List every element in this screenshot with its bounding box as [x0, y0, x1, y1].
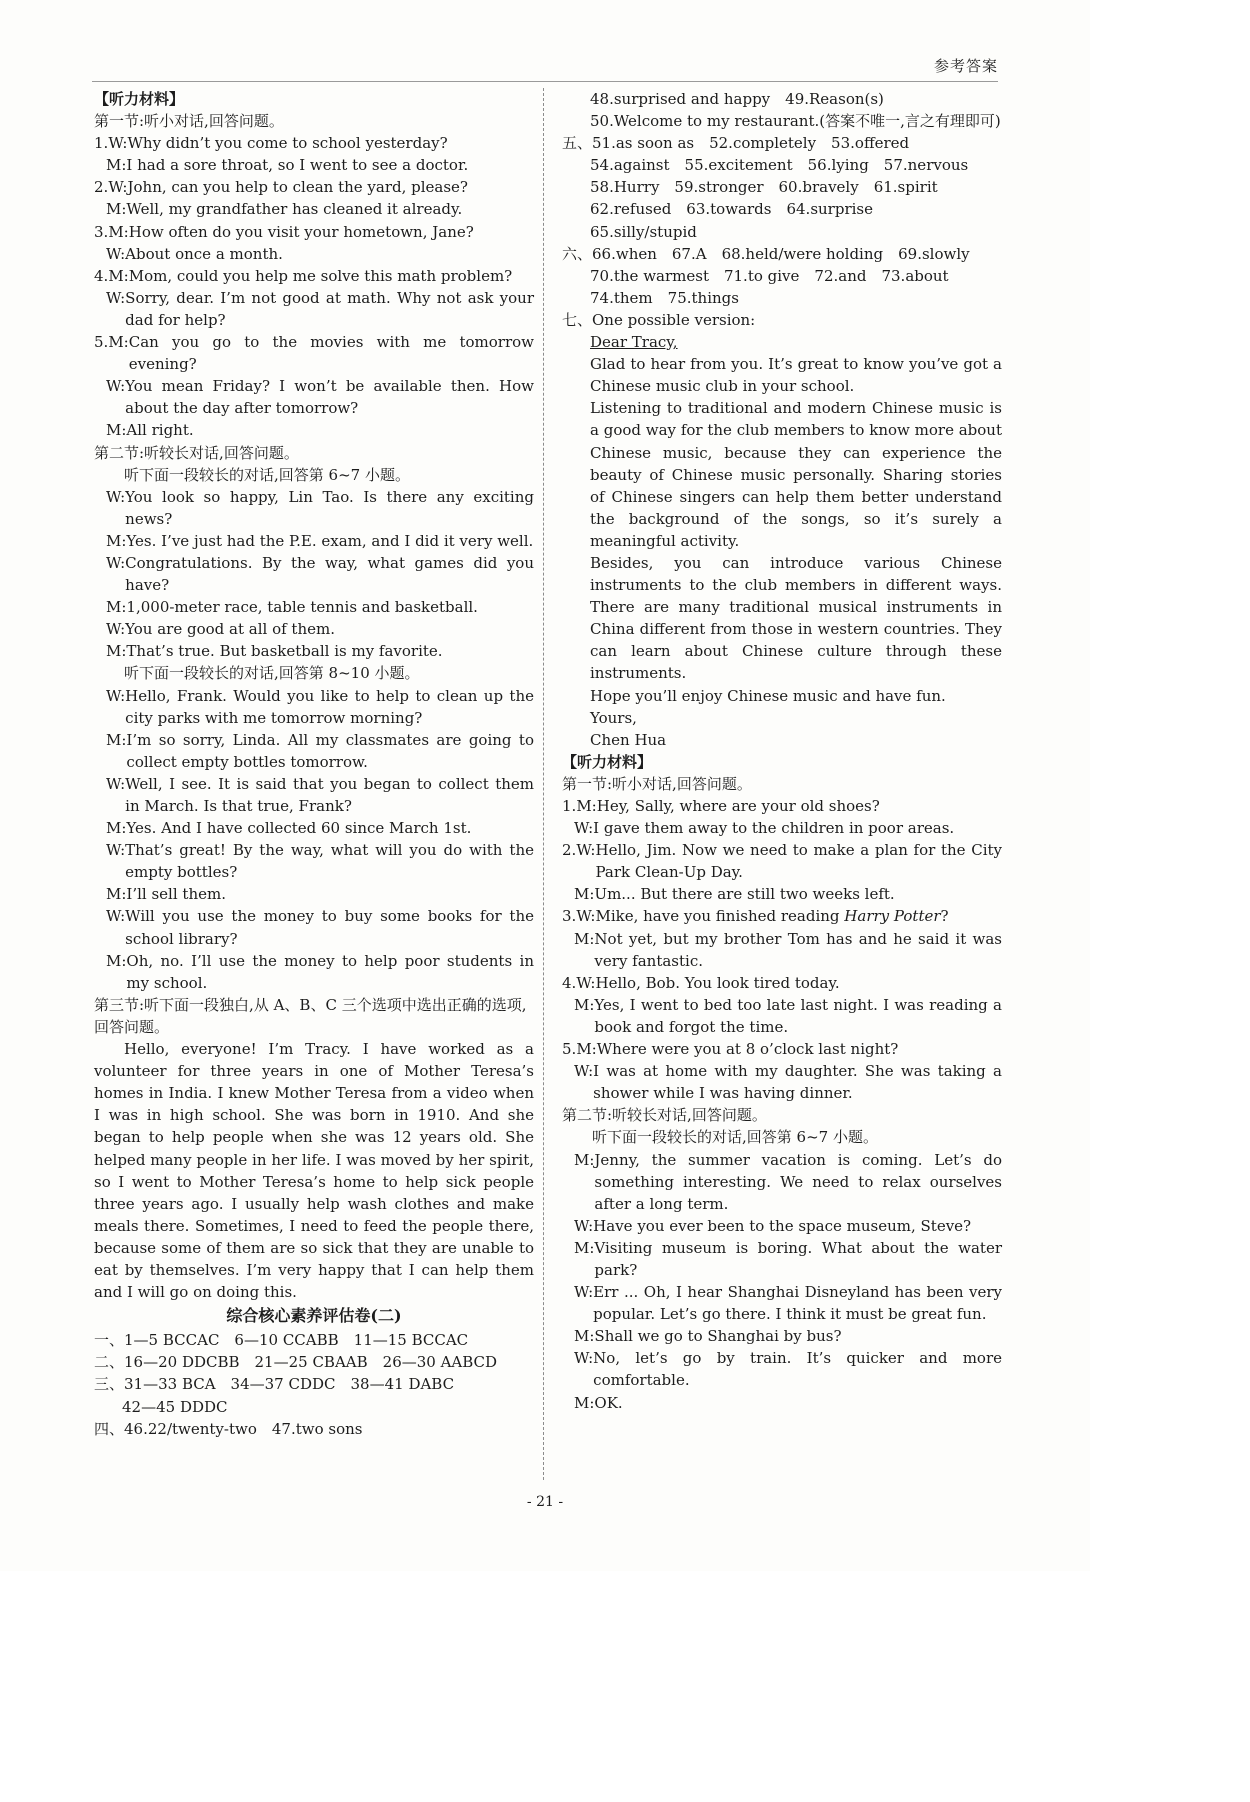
dialogue-text: Hey, Sally, where are your old shoes?: [596, 797, 880, 815]
dialogue-text: Um... But there are still two weeks left.: [594, 885, 895, 904]
speaker-label: M:: [576, 797, 597, 815]
answer-line: 50.Welcome to my restaurant.(答案不唯一,言之有理即可): [590, 112, 1001, 131]
dialogue-text: OK.: [594, 1393, 623, 1412]
answer-line: 54.against 55.excitement 56.lying 57.nervous: [590, 156, 969, 175]
dialogue-line: [94, 685, 534, 729]
speaker-label: M:: [574, 1238, 595, 1257]
header-rule: [92, 81, 998, 82]
line-number: [94, 552, 106, 596]
answer-line: 四、46.22/twenty-two 47.two sons: [94, 1419, 363, 1438]
speaker-label: W:: [106, 244, 126, 263]
line-number: [94, 287, 106, 331]
dialogue-text: You mean Friday? I won’t be available then. How about the day after tomorrow?: [125, 377, 534, 418]
speaker-label: W:: [108, 178, 128, 197]
dialogue-text: You are good at all of them.: [125, 620, 335, 639]
dialogue-text: Why didn’t you come to school yesterday?: [127, 134, 448, 153]
speaker-label: W:: [106, 620, 126, 639]
dialogue-line: [94, 883, 534, 905]
dialogue-line: [562, 1149, 1002, 1215]
dialogue-text: Shall we go to Shanghai by bus?: [594, 1327, 842, 1346]
essay-paragraph: Chen Hua: [590, 730, 667, 749]
speaker-label: M:: [576, 1040, 597, 1059]
speaker-label: M:: [574, 1393, 595, 1412]
line-number: [562, 1347, 574, 1391]
speaker-label: M:: [106, 885, 127, 904]
answer-line: 五、51.as soon as 52.completely 53.offered: [562, 134, 910, 153]
speaker-label: M:: [106, 598, 127, 617]
line-number: [94, 685, 106, 729]
line-number: 1.: [562, 797, 577, 815]
dialogue-line: [94, 375, 534, 419]
dialogue-line: [562, 905, 1002, 927]
speaker-label: W:: [576, 973, 596, 992]
dialogue-text: Visiting museum is boring. What about the water park?: [594, 1238, 1002, 1279]
right-column: [562, 88, 1002, 1414]
line-number: [94, 198, 106, 220]
line-number: [94, 618, 106, 640]
line-number: [94, 773, 106, 817]
salutation-text: Dear Tracy,: [590, 333, 678, 352]
speaker-label: M:: [574, 929, 595, 948]
dialogue-line: [94, 331, 534, 375]
dialogue-line: [94, 486, 534, 530]
line-number: 3.: [94, 222, 109, 241]
dialogue-text: Sorry, dear. I’m not good at math. Why not ask your dad for help?: [125, 288, 534, 329]
speaker-label: W:: [106, 686, 126, 705]
dialogue-text: Well, my grandfather has cleaned it already.: [126, 200, 463, 219]
section-title: 【听力材料】: [562, 752, 653, 771]
dialogue-text: Hello, Frank. Would you like to help to clean up the city parks with me tomorrow morning?: [125, 686, 534, 727]
dialogue-line: [94, 839, 534, 883]
line-number: [94, 530, 106, 552]
speaker-label: M:: [574, 885, 595, 904]
dialogue-line: [94, 552, 534, 596]
line-number: [562, 1392, 574, 1414]
essay-paragraph: Yours,: [590, 708, 637, 727]
dialogue-text: I’ll sell them.: [126, 885, 226, 904]
dialogue-text: Oh, no. I’ll use the money to help poor students in my school.: [126, 951, 534, 992]
exam-heading: 综合核心素养评估卷(二): [226, 1306, 402, 1326]
answer-line: 二、16—20 DDCBB 21—25 CBAAB 26—30 AABCD: [94, 1353, 498, 1372]
sub-instruction: 听下面一段较长的对话,回答第 6~7 小题。: [592, 1128, 878, 1147]
speaker-label: W:: [106, 907, 126, 926]
section-heading: 第二节:听较长对话,回答问题。: [562, 1106, 767, 1125]
dialogue-line: [562, 1060, 1002, 1104]
speaker-label: W:: [108, 134, 128, 153]
left-column: [94, 88, 534, 1440]
essay-paragraph: Listening to traditional and modern Chinese music is a good way for the club members to know more about Chinese music, because they can experience the beauty of Chinese music personally. Sharing stories of Chinese singers can help them better understand the background of the songs, so it’s surely a meaningful activity.: [590, 399, 1002, 550]
speaker-label: W:: [576, 841, 596, 860]
dialogue-text: Will you use the money to buy some books for the school library?: [125, 907, 534, 948]
line-number: [94, 596, 106, 618]
speaker-label: M:: [106, 951, 127, 970]
speaker-label: W:: [106, 288, 126, 307]
section-heading: 第三节:听下面一段独白,从 A、B、C 三个选项中选出正确的选项,回答问题。: [94, 995, 527, 1036]
dialogue-line: [94, 950, 534, 994]
dialogue-text: All right.: [126, 421, 194, 440]
column-divider: [543, 88, 544, 1480]
speaker-label: W:: [106, 377, 126, 396]
line-number: 5.: [94, 333, 109, 352]
dialogue-line: [562, 972, 1002, 994]
line-number: [562, 994, 574, 1038]
answer-line: 48.surprised and happy 49.Reason(s): [590, 90, 884, 108]
dialogue-text: Mike, have you finished reading Harry Potter?: [595, 907, 949, 926]
speaker-label: M:: [106, 156, 127, 175]
speaker-label: M:: [106, 730, 127, 749]
dialogue-line: [94, 243, 534, 265]
section-heading: 第一节:听小对话,回答问题。: [562, 774, 752, 793]
speaker-label: M:: [574, 1327, 595, 1346]
section-title: 【听力材料】: [94, 90, 185, 108]
dialogue-text: Yes, I went to bed too late last night. I was reading a book and forgot the time.: [594, 995, 1002, 1036]
line-number: 4.: [562, 973, 577, 992]
answer-line: 三、31—33 BCA 34—37 CDDC 38—41 DABC: [94, 1375, 455, 1394]
line-number: [94, 817, 106, 839]
line-number: [94, 419, 106, 441]
speaker-label: M:: [106, 531, 127, 550]
dialogue-text: Hello, Jim. Now we need to make a plan for the City Park Clean-Up Day.: [595, 841, 1002, 882]
essay-paragraph: Besides, you can introduce various Chinese instruments to the club members in different ways. There are many traditional musical instruments in China different from those in western countries. They can learn about Chinese culture through these instruments.: [590, 553, 1002, 683]
answer-line: 一、1—5 BCCAC 6—10 CCABB 11—15 BCCAC: [94, 1331, 469, 1350]
line-number: [562, 1325, 574, 1347]
line-number: [94, 839, 106, 883]
dialogue-text: Well, I see. It is said that you began to collect them in March. Is that true, Frank?: [125, 774, 534, 815]
essay-paragraph: Hope you’ll enjoy Chinese music and have fun.: [590, 686, 946, 705]
dialogue-text: Err ... Oh, I hear Shanghai Disneyland has been very popular. Let’s go there. I think it must be great fun.: [593, 1283, 1002, 1324]
dialogue-line: [94, 154, 534, 176]
line-number: 3.: [562, 907, 577, 926]
speaker-label: M:: [574, 1150, 595, 1169]
dialogue-line: [562, 1392, 1002, 1414]
dialogue-text: How often do you visit your hometown, Jane?: [128, 222, 474, 241]
speaker-label: M:: [106, 421, 127, 440]
dialogue-line: [94, 905, 534, 949]
speaker-label: M:: [108, 222, 129, 241]
line-number: 2.: [562, 841, 577, 860]
dialogue-text: Where were you at 8 o’clock last night?: [596, 1040, 899, 1059]
dialogue-text: 1,000-meter race, table tennis and basketball.: [126, 598, 478, 617]
line-number: 4.: [94, 266, 109, 285]
dialogue-text: I’m so sorry, Linda. All my classmates are going to collect empty bottles tomorrow.: [126, 730, 534, 771]
dialogue-text: That’s true. But basketball is my favorite.: [126, 642, 443, 661]
dialogue-text: Yes. I’ve just had the P.E. exam, and I did it very well.: [126, 531, 534, 550]
page-header: 参考答案: [933, 57, 998, 75]
dialogue-text: Mom, could you help me solve this math problem?: [128, 266, 513, 285]
line-number: [94, 486, 106, 530]
dialogue-line: [562, 839, 1002, 883]
dialogue-text: Hello, Bob. You look tired today.: [595, 973, 840, 992]
dialogue-line: [562, 817, 1002, 839]
dialogue-text: Not yet, but my brother Tom has and he said it was very fantastic.: [594, 929, 1002, 970]
dialogue-line: [562, 1038, 1002, 1060]
speaker-label: W:: [106, 841, 126, 860]
speaker-label: W:: [574, 1349, 594, 1368]
section-heading: 第一节:听小对话,回答问题。: [94, 112, 284, 131]
dialogue-line: [94, 265, 534, 287]
speaker-label: W:: [574, 1062, 594, 1081]
line-number: [562, 1060, 574, 1104]
speaker-label: W:: [574, 1216, 594, 1235]
answer-line: 65.silly/stupid: [590, 222, 697, 241]
answer-line: 58.Hurry 59.stronger 60.bravely 61.spirit: [590, 178, 938, 197]
line-number: [94, 375, 106, 419]
line-number: [94, 729, 106, 773]
dialogue-text: About once a month.: [125, 244, 283, 263]
line-number: [94, 883, 106, 905]
dialogue-line: [94, 530, 534, 552]
answer-line: 42—45 DDDC: [122, 1397, 228, 1416]
line-number: 5.: [562, 1040, 577, 1059]
dialogue-line: [562, 994, 1002, 1038]
dialogue-line: [94, 817, 534, 839]
dialogue-text: Yes. And I have collected 60 since March 1st.: [126, 819, 472, 838]
dialogue-line: [94, 198, 534, 220]
dialogue-line: [562, 1215, 1002, 1237]
line-number: [562, 883, 574, 905]
dialogue-line: [562, 1281, 1002, 1325]
dialogue-text: I had a sore throat, so I went to see a doctor.: [126, 156, 469, 175]
dialogue-text: Can you go to the movies with me tomorrow evening?: [128, 333, 534, 374]
speaker-label: W:: [106, 553, 126, 572]
speaker-label: M:: [574, 995, 595, 1014]
book-title: Harry Potter: [844, 907, 941, 926]
line-number: [94, 640, 106, 662]
answer-line: 70.the warmest 71.to give 72.and 73.about: [590, 266, 949, 285]
speaker-label: W:: [576, 907, 596, 926]
speaker-label: M:: [108, 266, 129, 285]
speaker-label: M:: [106, 819, 127, 838]
dialogue-line: [94, 132, 534, 154]
line-number: [562, 1215, 574, 1237]
dialogue-line: [562, 1237, 1002, 1281]
monologue-paragraph: Hello, everyone! I’m Tracy. I have worked as a volunteer for three years in one of Mother Teresa’s homes in India. I knew Mother Teresa from a video when I was in high school. She was born in 1910. And she began to help people when she was 12 years old. She helped many people in her life. I was moved by her spirit, so I went to Mother Teresa’s home to help sick people three years ago. I usually help wash clothes and make meals there. Sometimes, I need to feed the people there, because some of them are so sick that they are unable to eat by themselves. I’m very happy that I can help them and I will go on doing this.: [94, 1040, 534, 1302]
essay-salutation: [562, 331, 1002, 353]
dialogue-line: [94, 596, 534, 618]
speaker-label: W:: [574, 819, 594, 838]
line-number: [562, 1237, 574, 1281]
sub-instruction: 听下面一段较长的对话,回答第 8~10 小题。: [124, 664, 420, 683]
sub-instruction: 听下面一段较长的对话,回答第 6~7 小题。: [124, 465, 410, 484]
dialogue-line: [94, 640, 534, 662]
dialogue-text: That’s great! By the way, what will you do with the empty bottles?: [125, 841, 534, 882]
dialogue-text: No, let’s go by train. It’s quicker and more comfortable.: [593, 1349, 1002, 1390]
line-number: [94, 950, 106, 994]
speaker-label: W:: [106, 487, 126, 506]
speaker-label: M:: [108, 333, 129, 352]
dialogue-line: [562, 1347, 1002, 1391]
dialogue-text: You look so happy, Lin Tao. Is there any exciting news?: [125, 487, 534, 528]
line-number: [94, 905, 106, 949]
speaker-label: M:: [106, 642, 127, 661]
dialogue-line: [562, 1325, 1002, 1347]
line-number: [562, 817, 574, 839]
dialogue-line: [94, 618, 534, 640]
line-number: [562, 1149, 574, 1215]
answer-line: 74.them 75.things: [590, 288, 739, 307]
line-number: [94, 243, 106, 265]
dialogue-line: [94, 221, 534, 243]
dialogue-text: John, can you help to clean the yard, please?: [127, 178, 468, 197]
speaker-label: M:: [106, 200, 127, 219]
essay-paragraph: Glad to hear from you. It’s great to know you’ve got a Chinese music club in your school.: [590, 355, 1002, 396]
line-number: 1.: [94, 134, 109, 153]
dialogue-text: I gave them away to the children in poor areas.: [593, 819, 955, 838]
line-number: [562, 928, 574, 972]
dialogue-line: [562, 928, 1002, 972]
dialogue-text: Jenny, the summer vacation is coming. Let’s do something interesting. We need to relax ourselves after a long term.: [594, 1150, 1002, 1213]
dialogue-text: Congratulations. By the way, what games did you have?: [125, 553, 534, 595]
dialogue-line: [94, 419, 534, 441]
line-number: [562, 1281, 574, 1325]
dialogue-line: [94, 729, 534, 773]
speaker-label: W:: [106, 774, 126, 793]
answer-line: 七、One possible version:: [562, 310, 756, 329]
dialogue-line: [94, 773, 534, 817]
dialogue-text: Have you ever been to the space museum, Steve?: [593, 1216, 972, 1235]
page-number: - 21 -: [526, 1494, 564, 1510]
section-heading: 第二节:听较长对话,回答问题。: [94, 443, 299, 462]
dialogue-line: [94, 287, 534, 331]
speaker-label: W:: [574, 1283, 594, 1302]
dialogue-line: [562, 795, 1002, 817]
dialogue-text: I was at home with my daughter. She was taking a shower while I was having dinner.: [593, 1062, 1002, 1103]
answer-line: 62.refused 63.towards 64.surprise: [590, 200, 873, 219]
dialogue-line: [94, 176, 534, 198]
dialogue-line: [562, 883, 1002, 905]
line-number: 2.: [94, 178, 109, 197]
line-number: [94, 154, 106, 176]
answer-line: 六、66.when 67.A 68.held/were holding 69.slowly: [562, 244, 970, 263]
